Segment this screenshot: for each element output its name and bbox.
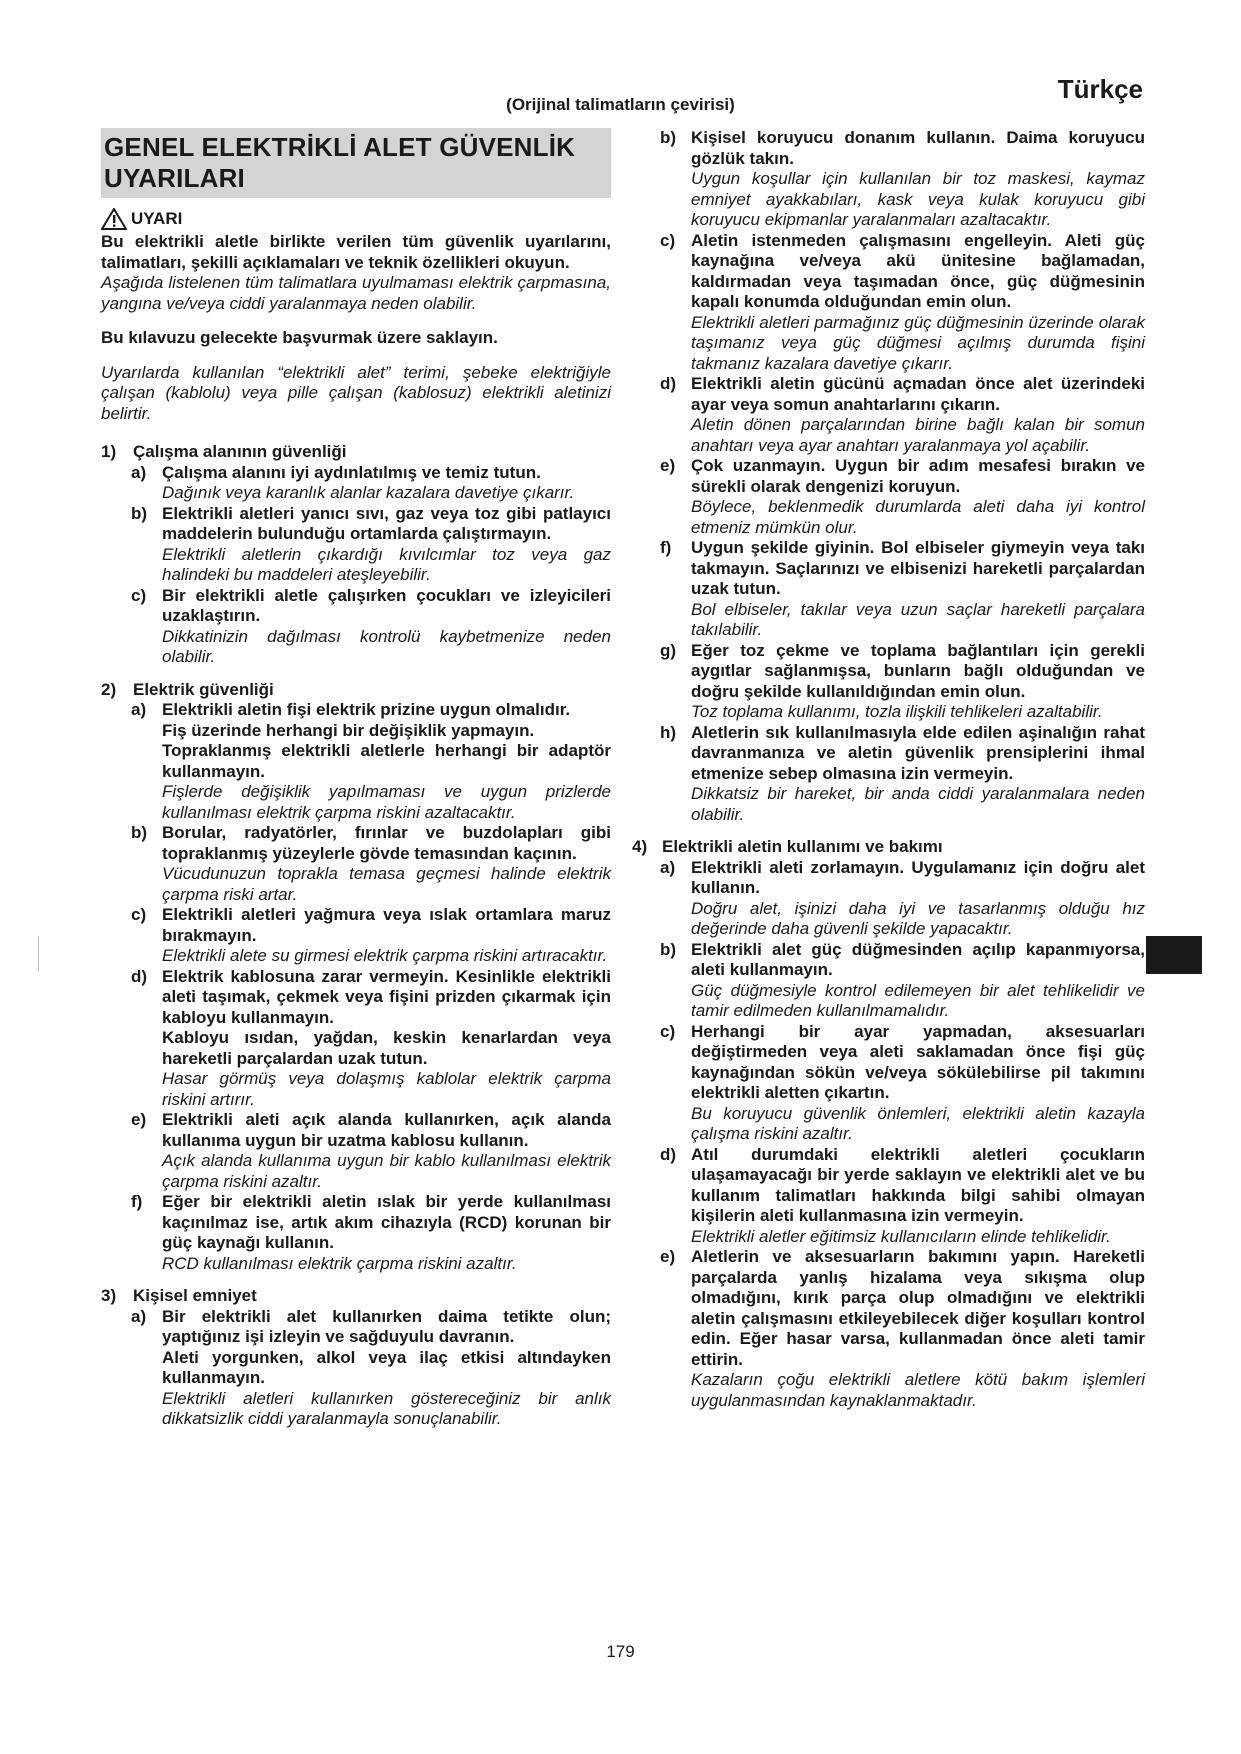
section-tab-marker: [1146, 936, 1202, 974]
section-title: [101, 128, 611, 198]
intro-bold: Bu elektrikli aletle birlikte verilen tüm güvenlik uyarılarını, talimatları, şekilli açıklamaları ve teknik özellikleri okuyun.: [101, 232, 611, 272]
list-item: b) Borular, radyatörler, fırınlar ve buzdolapları gibi topraklanmış yüzeylerle gövde temasından kaçının. Vücudunuzun toprakla temasa geçmesi halinde elektrik çarpma riski artar.: [131, 823, 611, 904]
language-label: Türkçe: [1057, 74, 1143, 104]
list-item: f) Eğer bir elektrikli aletin ıslak bir yerde kullanılması kaçınılmaz ise, artık akım cihazıyla (RCD) korunan bir güç kaynağı kullanın. RCD kullanılması elektrik çarpma riskini azaltır.: [131, 1192, 611, 1273]
section-heading: 3) Kişisel emniyet: [101, 1286, 257, 1305]
list-item: h) Aletlerin sık kullanılmasıyla elde edilen aşinalığın rahat davranmanıza ve aletin güvenlik prensiplerini ihmal etmenize sebep olmasına izin vermeyin. Dikkatsiz bir hareket, bir anda ciddi yaralanmalara neden olabilir.: [660, 722, 1145, 824]
warning-triangle-icon: [101, 208, 127, 230]
page-number: 179: [606, 1642, 635, 1661]
section-heading: 1) Çalışma alanının güvenliği: [101, 442, 347, 461]
list-item: c) Bir elektrikli aletle çalışırken çocukları ve izleyicileri uzaklaştırın. Dikkatinizin dağılması kontrolü kaybetmenize neden olabilir.: [131, 585, 611, 666]
list-item: e) Aletlerin ve aksesuarların bakımını yapın. Hareketli parçalarda yanlış hizalama veya sıkışma olup olmadığını, kırık parça olup olmadığını ve elektrikli aletin çalışmasını etkileyebilecek diğer koşulları kontrol edin. Eğer hasar varsa, kullanmadan önce aleti tamir ettirin. Kazaların çoğu elektrikli aletlere kötü bakım işlemleri uygulanmasından kaynaklanmaktadır.: [660, 1247, 1145, 1410]
list-item: d) Elektrik kablosuna zarar vermeyin. Kesinlikle elektrikli aleti taşımak, çekmek veya fişini prizden çıkarmak için kabloyu kullanmayın. Kabloyu ısıdan, yağdan, keskin kenarlardan veya hareketli parçalardan uzak tutun. Hasar görmüş veya dolaşmış kablolar elektrik çarpma riskini artırır.: [131, 966, 611, 1109]
list-item: a) Bir elektrikli alet kullanırken daima tetikte olun; yaptığınız işi izleyin ve sağduyulu davranın. Aleti yorgunken, alkol veya ilaç etkisi altındayken kullanmayın. Elektrikli aletleri kullanırken göstereceğiniz bir anlık dikkatsizlik ciddi yaralanmayla sonuçlanabilir.: [131, 1306, 611, 1428]
list-item: c) Aletin istenmeden çalışmasını engelleyin. Aleti güç kaynağına ve/veya akü ünitesine bağlamadan, kaldırmadan veya taşımadan önce, güç düğmesinin kapalı konumda olduğundan emin olun. Elektrikli aletleri parmağınız güç düğmesinin üzerinde olarak taşımanız veya güç düğmesi açılmış durumda fişini takmanız kazalara davetiye çıkarır.: [660, 230, 1145, 373]
list-item: d) Atıl durumdaki elektrikli aletleri çocukların ulaşamayacağı bir yerde saklayın ve elektrikli alet ve bu kullanım talimatları hakkında bilgi sahibi olmayan kişilerin aleti kullanmasına izin vermeyin. Elektrikli aletler eğitimsiz kullanıcıların elinde tehlikelidir.: [660, 1144, 1145, 1246]
section-heading: 2) Elektrik güvenliği: [101, 679, 274, 699]
list-item: f) Uygun şekilde giyinin. Bol elbiseler giymeyin veya takı takmayın. Saçlarınızı ve elbisenizi hareketli parçalardan uzak tutun. Bol elbiseler, takılar veya uzun saçlar hareketli parçalara takılabilir.: [660, 538, 1145, 639]
term-note: Uyarılarda kullanılan “elektrikli alet” terimi, şebeke elektriğiyle çalışan (kablolu) veya pille çalışan (kablosuz) elektrikli aletinizi belirtir.: [101, 362, 611, 423]
intro-italic: Aşağıda listelenen tüm talimatlara uyulmaması elektrik çarpmasına, yangına ve/veya ciddi yaralanmaya neden olabilir.: [101, 273, 611, 313]
warning-heading: [101, 208, 611, 230]
list-item: a) Elektrikli aletin fişi elektrik prizine uygun olmalıdır. Fiş üzerinde herhangi bir değişiklik yapmayın. Topraklanmış elektrikli aletlerle herhangi bir adaptör kullanmayın. Fişlerde değişiklik yapılmaması ve uygun prizlerde kullanılması elektrik çarpma riskini azaltacaktır.: [131, 700, 611, 822]
list-item: a) Elektrikli aleti zorlamayın. Uygulamanız için doğru alet kullanın. Doğru alet, işinizi daha iyi ve tasarlanmış olduğu hız değerinde daha güvenli şekilde yapacaktır.: [660, 857, 1145, 938]
list-item: b) Elektrikli alet güç düğmesinden açılıp kapanmıyorsa, aleti kullanmayın. Güç düğmesiyle kontrol edilemeyen bir alet tehlikelidir ve tamir edilmeden kullanılmamalıdır.: [660, 939, 1145, 1020]
title-line-1: GENEL ELEKTRİKLİ ALET GÜVENLİK: [104, 132, 576, 162]
keep-manual-note: Bu kılavuzu gelecekte başvurmak üzere saklayın.: [101, 328, 498, 347]
title-line-2: UYARILARI: [104, 163, 245, 193]
warning-label: UYARI: [131, 208, 183, 228]
list-item: d) Elektrikli aletin gücünü açmadan önce alet üzerindeki ayar veya somun anahtarlarını çıkarın. Aletin dönen parçalarından birine bağlı kalan bir somun anahtarı veya ayar anahtarı yaralanmaya yol açabilir.: [660, 374, 1145, 455]
left-column: [101, 128, 611, 1430]
list-item: b) Elektrikli aletleri yanıcı sıvı, gaz veya toz gibi patlayıcı maddelerin bulunduğu ortamlarda çalıştırmayın. Elektrikli aletlerin çıkardığı kıvılcımlar toz veya gaz halindeki bu maddeleri ateşleyebilir.: [131, 503, 611, 584]
list-item: e) Elektrikli aleti açık alanda kullanırken, açık alanda kullanıma uygun bir uzatma kablosu kullanın. Açık alanda kullanıma uygun bir kablo kullanılması elektrik çarpma riskini azaltır.: [131, 1110, 611, 1191]
right-column: [632, 128, 1145, 1411]
list-item: b) Kişisel koruyucu donanım kullanın. Daima koruyucu gözlük takın. Uygun koşullar için kullanılan bir toz maskesi, kaymaz emniyet ayakkabıları, kask veya kulak koruyucu gibi koruyucu ekipmanlar yaralanmaları azaltacaktır.: [660, 128, 1145, 229]
list-item: g) Eğer toz çekme ve toplama bağlantıları için gerekli aygıtlar sağlanmışsa, bunların bağlı olduğundan ve doğru şekilde kullanıldığından emin olun. Toz toplama kullanımı, tozla ilişkili tehlikeleri azaltabilir.: [660, 640, 1145, 721]
translation-subtitle: (Orijinal talimatların çevirisi): [506, 95, 735, 114]
list-item: e) Çok uzanmayın. Uygun bir adım mesafesi bırakın ve sürekli olarak dengenizi koruyun. Böylece, beklenmedik durumlarda aleti daha iyi kontrol etmeniz mümkün olur.: [660, 456, 1145, 537]
margin-line: [38, 936, 39, 972]
list-item: c) Elektrikli aletleri yağmura veya ıslak ortamlara maruz bırakmayın. Elektrikli alete su girmesi elektrik çarpma riskini artıracaktır.: [131, 905, 611, 965]
list-item: c) Herhangi bir ayar yapmadan, aksesuarları değiştirmeden veya aleti saklamadan önce fişi güç kaynağından sökün ve/veya sökülebilirse pil takımını elektrikli aletten çıkartın. Bu koruyucu güvenlik önlemleri, elektrikli aletin kazayla çalışma riskini azaltır.: [660, 1021, 1145, 1143]
list-item: a) Çalışma alanını iyi aydınlatılmış ve temiz tutun. Dağınık veya karanlık alanlar kazalara davetiye çıkarır.: [131, 462, 575, 502]
section-heading: 4) Elektrikli aletin kullanımı ve bakımı: [632, 837, 943, 856]
